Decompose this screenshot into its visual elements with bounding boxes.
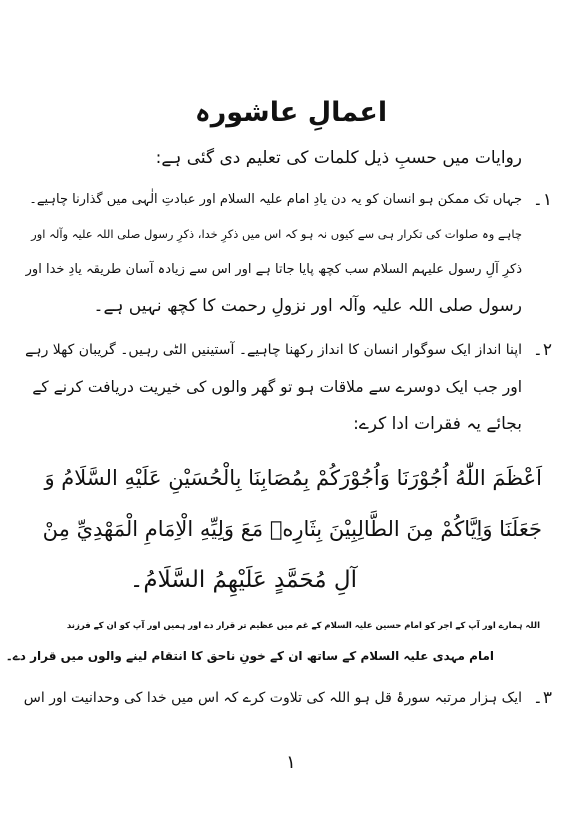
item-1-number: ۱۔ xyxy=(532,190,552,210)
item-1-line-3: ذکرِ آلِ رسول علیہم السلام سب کچھ پایا جاتا ہے اور اس سے زیادہ آسان طریقہ یادِ خدا اور xyxy=(25,262,522,277)
item-3-line-1: ایک ہزار مرتبہ سورۂ قل ہو اللہ کی تلاوت کرے کہ اس میں خدا کی وحدانیت اور اس xyxy=(23,690,522,706)
arabic-line-1: اَعْظَمَ اللّٰهُ اُجُوْرَنَا وَاُجُوْرَكُمْ بِمُصَابِنَا بِالْحُسَيْنِ عَلَيْهِ السَّلَامُ وَ xyxy=(44,466,542,490)
intro-text: روایات میں حسبِ ذیل کلمات کی تعلیم دی گئی ہے: xyxy=(155,148,522,168)
arabic-line-3: آلِ مُحَمَّدٍ عَلَيْهِمُ السَّلَامُ۔ xyxy=(129,567,357,593)
item-1-line-4: رسول صلی اللہ علیہ وآلہ اور نزولِ رحمت کا کچھ نہیں ہے۔ xyxy=(93,296,522,316)
arabic-line-2: جَعَلَنَا وَاِيَّاكُمْ مِنَ الطَّالِبِيْنَ بِثَارِهٖ مَعَ وَلِيِّهِ الْاِمَامِ الْمَهْدِيِّ مِنْ xyxy=(42,517,542,541)
item-2-line-3: بجائے یہ فقرات ادا کرے: xyxy=(353,414,522,434)
translation-line-1: اللہ ہمارے اور آپ کے اجر کو امام حسین علیہ السلام کے غم میں عظیم تر قرار دے اور ہمیں اور آپ کو ان کے فرزند xyxy=(66,621,540,631)
item-3-number: ۳۔ xyxy=(532,688,552,708)
page-number: ۱ xyxy=(286,752,296,773)
item-2-line-2: اور جب ایک دوسرے سے ملاقات ہو تو گھر والوں کی خیریت دریافت کرنے کے xyxy=(32,378,522,396)
item-2-line-1: اپنا انداز ایک سوگوار انسان کا انداز رکھنا چاہیے۔ آستینیں الٹی رہیں۔ گریبان کھلا رہے xyxy=(25,342,522,358)
item-1-line-2: چاہے وہ صلوات کی تکرار ہی سے کیوں نہ ہو کہ اس میں ذکرِ خدا، ذکرِ رسول صلی اللہ علیہ وآلہ اور xyxy=(31,227,522,241)
page-title: اعمالِ عاشورہ xyxy=(194,97,388,128)
translation-line-2: امام مہدی علیہ السلام کے ساتھ ان کے خونِ ناحق کا انتقام لینے والوں میں قرار دے۔ xyxy=(5,649,494,663)
item-1-line-1: جہاں تک ممکن ہو انسان کو یہ دن یادِ امام علیہ السلام اور عبادتِ الٰہی میں گذارنا چاہیے۔ xyxy=(29,192,522,207)
item-2-number: ۲۔ xyxy=(532,340,552,360)
